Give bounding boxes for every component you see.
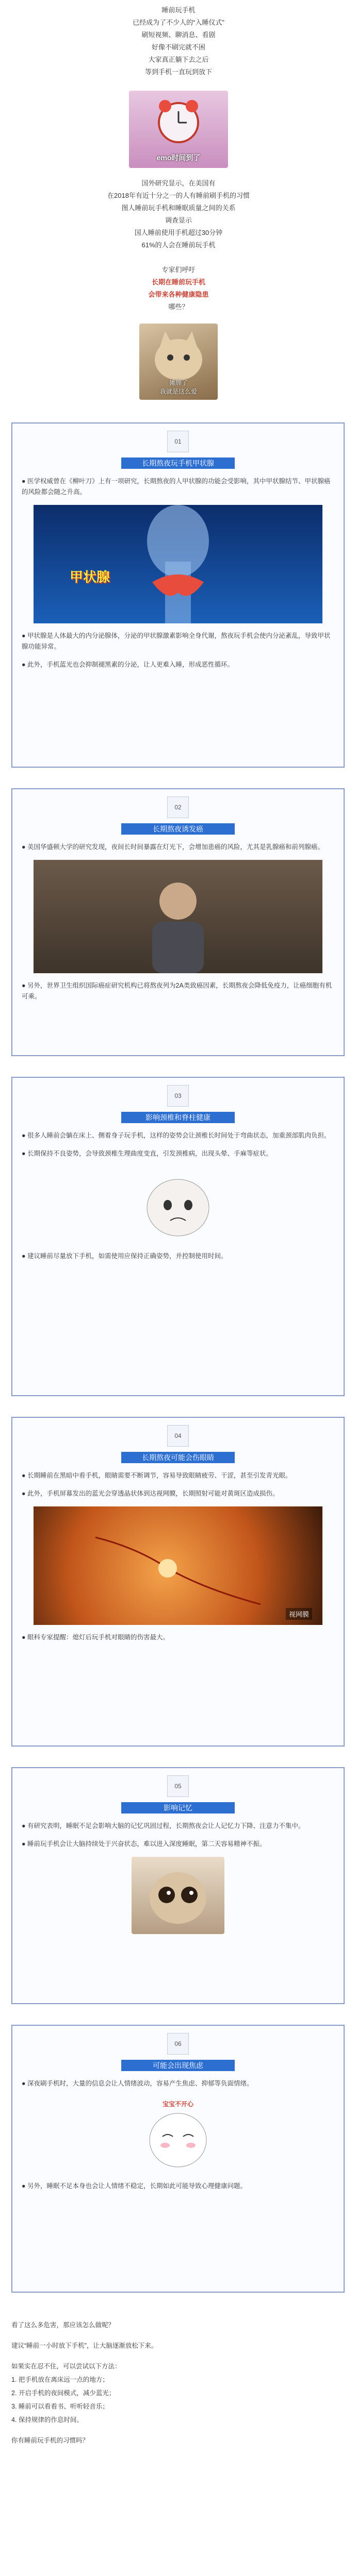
warning-line: 哪些？ xyxy=(168,303,189,311)
section-title: 影响记忆 xyxy=(121,1802,235,1814)
section-paragraph: ● 很多人睡前会躺在床上、侧着身子玩手机，这样的姿势会让颈椎长时间处于弯曲状态，加重颈部肌肉负担。 xyxy=(22,1132,331,1139)
closing-line: 1. 把手机放在离床远一点的地方； xyxy=(11,2376,109,2383)
section-header xyxy=(12,789,344,835)
section-paragraph: ● 甲状腺是人体最大的内分泌腺体，分泌的甲状腺激素影响全身代谢，熬夜玩手机会使内分泌紊乱，导致甲状腺功能异常。 xyxy=(22,632,331,650)
section-header xyxy=(12,1418,344,1463)
news-photo xyxy=(34,860,322,973)
section-05 xyxy=(11,1767,345,2004)
person-silhouette-icon xyxy=(34,860,322,973)
section-number: 02 xyxy=(167,796,189,818)
section-paragraph: ● 另外，世界卫生组织国际癌症研究机构已将熬夜列为2A类致癌因素，长期熬夜会降低免疫力，让癌细胞有机可乘。 xyxy=(22,982,332,1000)
meme-hello-kitty-image xyxy=(129,91,228,168)
intro-line: 刷短视频、聊消息、看剧 xyxy=(141,31,216,39)
blood-vessel-icon xyxy=(34,1506,322,1625)
cartoon-image xyxy=(137,1166,219,1244)
meme-caption: emo时间到了 xyxy=(156,154,201,162)
section-header xyxy=(12,423,344,469)
section-number: 06 xyxy=(167,2033,189,2055)
section-header xyxy=(12,1768,344,1814)
warning-text xyxy=(0,264,357,313)
closing-line: 建议“睡前一小时放下手机”，让大脑逐渐放松下来。 xyxy=(11,2342,158,2349)
stat-line: 图人睡前玩手机和睡眠质量之间的关系 xyxy=(121,204,236,212)
intro-text xyxy=(0,4,357,78)
loris-face-icon xyxy=(132,1857,224,1934)
warning-line: 长期在睡前玩手机 xyxy=(151,278,205,286)
closing-text xyxy=(11,2318,345,2447)
thyroid-illustration xyxy=(34,505,322,623)
section-number: 05 xyxy=(167,1775,189,1797)
section-06 xyxy=(11,2025,345,2293)
section-paragraph: ● 长期睡前在黑暗中看手机，眼睛需要不断调节，容易导致眼睛疲劳、干涩，甚至引发青光眼。 xyxy=(22,1472,292,1479)
meme-cat-image xyxy=(139,324,218,400)
section-title: 影响颈椎和脊柱健康 xyxy=(121,1112,235,1123)
image-caption: 视网膜 xyxy=(286,1608,312,1620)
section-paragraph: ● 另外，睡眠不足本身也会让人情绪不稳定，长期如此可能导致心理健康问题。 xyxy=(22,2182,247,2190)
warning-line: 专家们呼吁 xyxy=(161,266,196,274)
section-paragraph: ● 此外，手机蓝光也会抑制褪黑素的分泌，让人更难入睡，形成恶性循环。 xyxy=(22,661,234,668)
intro-line: 睡前玩手机 xyxy=(161,6,196,14)
thyroid-icon xyxy=(34,505,322,623)
retina-photo xyxy=(34,1506,322,1625)
section-02 xyxy=(11,788,345,1056)
stats-text xyxy=(0,177,357,251)
section-paragraph: ● 深夜刷手机时，大量的信息会让人情绪波动，容易产生焦虑、抑郁等负面情绪。 xyxy=(22,2080,253,2087)
closing-line: 如果实在忍不住，可以尝试以下方法： xyxy=(11,2363,121,2370)
closing-line: 4. 保持规律的作息时间。 xyxy=(11,2416,83,2424)
cartoon-image xyxy=(134,2096,222,2174)
closing-line: 3. 睡前可以看看书、听听轻音乐； xyxy=(11,2403,109,2410)
section-title: 长期熬夜可能会伤眼睛 xyxy=(121,1452,235,1463)
section-title: 可能会出现焦虑 xyxy=(121,2060,235,2071)
section-header xyxy=(12,1078,344,1123)
section-number: 04 xyxy=(167,1425,189,1447)
section-title: 长期熬夜诱发癌 xyxy=(121,823,235,835)
section-title: 长期熬夜玩手机甲状腺 xyxy=(121,457,235,469)
intro-line: 大家真正躺下去之后 xyxy=(148,56,209,63)
section-01 xyxy=(11,422,345,768)
section-paragraph: ● 睡前玩手机会让大脑持续处于兴奋状态，难以进入深度睡眠，第二天容易精神不振。 xyxy=(22,1840,266,1848)
stat-line: 国人睡前使用手机超过30分钟 xyxy=(134,229,223,236)
section-paragraph: ● 美国华盛顿大学的研究发现，夜间长时间暴露在灯光下，会增加患癌的风险，尤其是乳腺癌和前列腺癌。 xyxy=(22,843,324,851)
stat-line: 调查显示 xyxy=(165,216,192,224)
section-paragraph: ● 建议睡前尽量放下手机，如需使用应保持正确姿势，并控制使用时间。 xyxy=(22,1252,228,1260)
closing-line: 你有睡前玩手机的习惯吗？ xyxy=(11,2437,89,2444)
closing-line: 2. 开启手机的夜间模式，减少蓝光； xyxy=(11,2389,116,2397)
section-paragraph: ● 此外，手机屏幕发出的蓝光会穿透晶状体到达视网膜，长期照射可能对黄斑区造成损伤。 xyxy=(22,1490,279,1497)
animal-photo xyxy=(132,1857,224,1934)
section-03 xyxy=(11,1077,345,1396)
image-caption: 甲状腺 xyxy=(70,569,110,585)
meme-caption: 摊牌了 我就是这么爱 xyxy=(159,379,197,395)
section-paragraph: ● 长期保持不良姿势，会导致颈椎生理曲度变直，引发颈椎病，出现头晕、手麻等症状。 xyxy=(22,1150,273,1157)
stat-line: 国外研究显示，在美国有 xyxy=(141,179,216,187)
closing-line: 看了这么多危害，那应该怎么做呢？ xyxy=(11,2321,115,2329)
section-number: 01 xyxy=(167,431,189,452)
stat-line: 61%的人会在睡前玩手机 xyxy=(141,241,216,249)
section-paragraph: ● 有研究表明，睡眠不足会影响大脑的记忆巩固过程，长期熬夜会让人记忆力下降、注意力不集中。 xyxy=(22,1822,305,1829)
intro-line: 等到手机一直玩到放下 xyxy=(144,68,212,76)
intro-line: 好像不刷完就不困 xyxy=(151,43,205,51)
warning-line: 会带来各种健康隐患 xyxy=(148,291,209,298)
cartoon-face-icon xyxy=(137,1166,219,1244)
intro-line: 已经成为了不少人的“入睡仪式” xyxy=(133,19,224,26)
section-paragraph: ● 医学权威曾在《柳叶刀》上有一项研究，长期熬夜的人甲状腺的功能会受影响，其中甲状腺结节、甲状腺癌的风险都会随之升高。 xyxy=(22,478,331,496)
section-04 xyxy=(11,1417,345,1747)
stat-line: 在2018年有近十分之一的人有睡前刷手机的习惯 xyxy=(107,192,250,199)
section-header xyxy=(12,2026,344,2071)
section-number: 03 xyxy=(167,1085,189,1107)
meme-caption: 宝宝不开心 xyxy=(162,2100,193,2108)
section-paragraph: ● 眼科专家提醒：熄灯后玩手机对眼睛的伤害最大。 xyxy=(22,1634,170,1641)
